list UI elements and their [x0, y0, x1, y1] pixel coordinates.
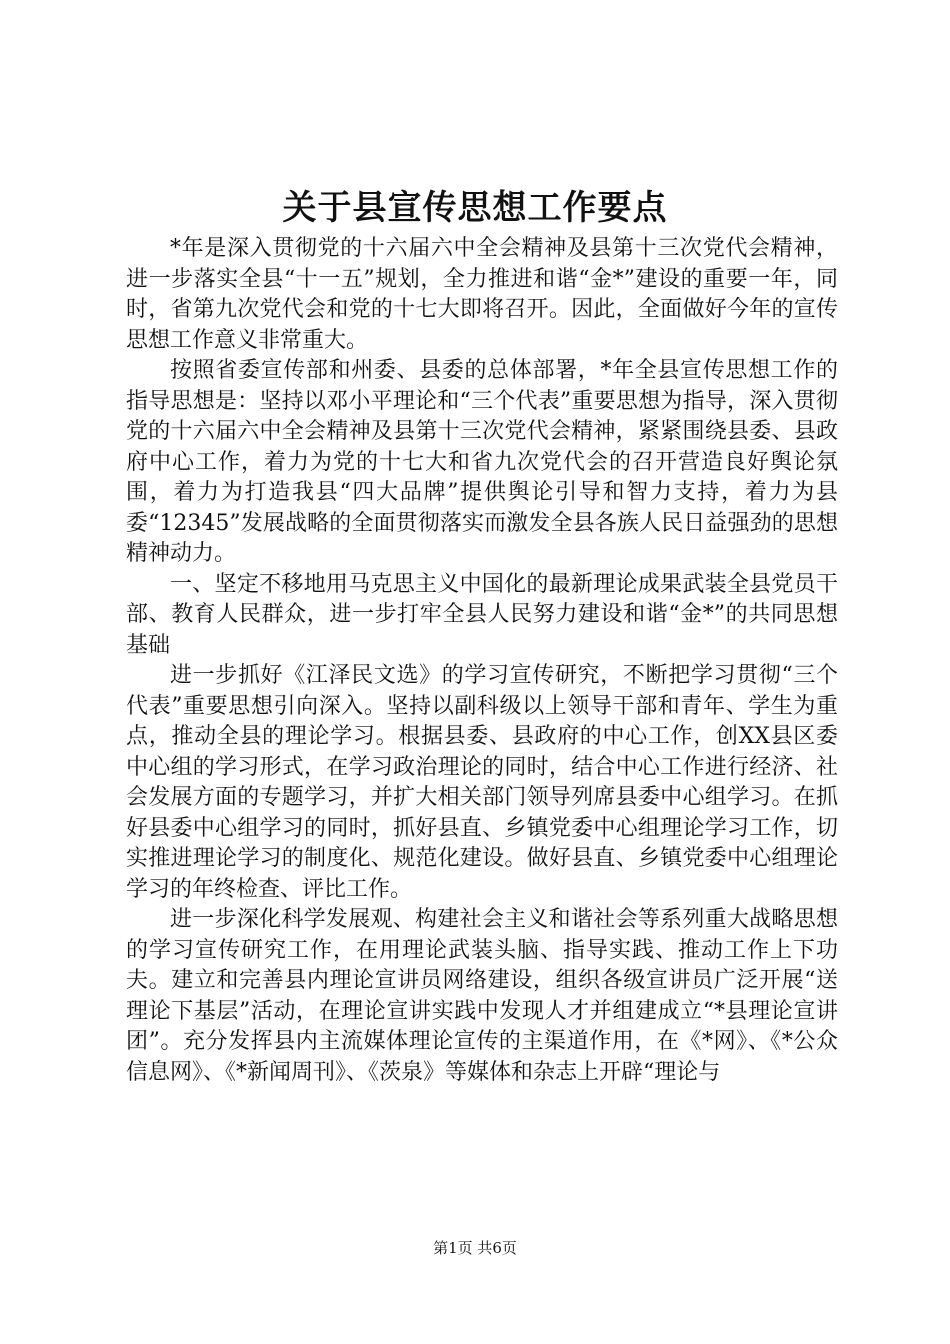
document-title: 关于县宣传思想工作要点 [282, 188, 668, 228]
paragraph-1: *年是深入贯彻党的十六届六中全会精神及县第十三次党代会精神，进一步落实全县“十一五”规划，全力推进和谐“金*”建设的重要一年，同时，省第九次党代会和党的十七大即将召开。因此，全面做好今年的宣传思想工作意义非常重大。 [126, 236, 838, 353]
paragraph-4: 进一步深化科学发展观、构建社会主义和谐社会等系列重大战略思想的学习宣传研究工作，在用理论武装头脑、指导实践、推动工作上下功夫。建立和完善县内理论宣讲员网络建设，组织各级宣讲员广泛开展“送理论下基层”活动，在理论宣讲实践中发现人才并组建成立“*县理论宣讲团”。充分发挥县内主流媒体理论宣传的主渠道作用，在《*网》、《*公众信息网》、《*新闻周刊》、《茨泉》等媒体和杂志上开辟“理论与 [126, 907, 838, 1085]
document-body [126, 234, 838, 1088]
section-heading-1: 一、坚定不移地用马克思主义中国化的最新理论成果武装全县党员干部、教育人民群众，进一步打牢全县人民努力建设和谐“金*”的共同思想基础 [126, 571, 838, 658]
paragraph-3: 进一步抓好《江泽民文选》的学习宣传研究，不断把学习贯彻“三个代表”重要思想引向深入。坚持以副科级以上领导干部和青年、学生为重点，推动全县的理论学习。根据县委、县政府的中心工作，创XX县区委中心组的学习形式，在学习政治理论的同时，结合中心工作进行经济、社会发展方面的专题学习，并扩大相关部门领导列席县委中心组学习。在抓好县委中心组学习的同时，抓好县直、乡镇党委中心组理论学习工作，切实推进理论学习的制度化、规范化建设。做好县直、乡镇党委中心组理论学习的年终检查、评比工作。 [126, 663, 838, 902]
page-number: 第1页 共6页 [433, 1239, 517, 1257]
paragraph-2: 按照省委宣传部和州委、县委的总体部署，*年全县宣传思想工作的指导思想是：坚持以邓小平理论和“三个代表”重要思想为指导，深入贯彻党的十六届六中全会精神及县第十三次党代会精神，紧紧围绕县委、县政府中心工作，着力为党的十七大和省九次党代会的召开营造良好舆论氛围，着力为打造我县“四大品牌”提供舆论引导和智力支持，着力为县委“12345”发展战略的全面贯彻落实而激发全县各族人民日益强劲的思想精神动力。 [126, 358, 838, 566]
